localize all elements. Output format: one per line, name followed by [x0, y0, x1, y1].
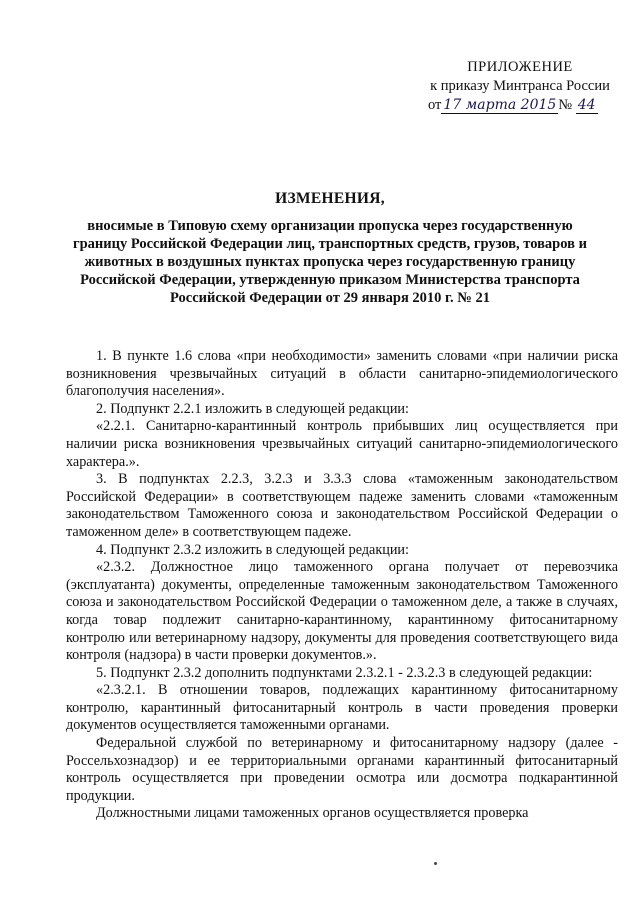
paragraph-4: 3. В подпунктах 2.2.3, 3.2.3 и 3.3.3 слова «таможенным законодательством Российской Федерации» в соответствующем падеже заменить словами «таможенным законодательством Таможенного союза и законодательством Российской Федерации о таможенном деле» в соответствующем падеже. [66, 471, 618, 540]
handwritten-number: 44 [577, 97, 596, 113]
paragraph-2: 2. Подпункт 2.2.1 изложить в следующей редакции: [96, 400, 409, 417]
heading-subtitle: вносимые в Типовую схему организации пропуска через государственную границу Российской Федерации лиц, транспортных средств, грузов, товаров и животных в воздушных пунктах пропуска через государственную границу Российской Федерации, утвержденную приказом Министерства транспорта Российской Федерации от 29 января 2010 г. № 21 [73, 218, 587, 306]
paragraph-9: Федеральной службой по ветеринарному и фитосанитарному надзору (далее - Россельхознадзор) и ее территориальными органами карантинный фитосанитарный контроль осуществляется при проведении осмотра или досмотра подкарантинной продукции. [66, 735, 618, 804]
paragraph-6: «2.3.2. Должностное лицо таможенного органа получает от перевозчика (эксплуатанта) документы, определенные таможенным законодательством Таможенного союза и законодательством Российской Федерации о таможенном деле, а также в случаях, когда товар подлежит санитарно-карантинному, карантинному фитосанитарному контролю или ветеринарному надзору, документы для проведения соответствующего вида контроля (надзора) в части проверки документов.». [66, 559, 618, 664]
appendix-to-order: к приказу Минтранса России [430, 78, 610, 94]
document-body [66, 348, 618, 823]
heading-title: ИЗМЕНЕНИЯ, [275, 190, 385, 207]
paragraph-5: 4. Подпункт 2.3.2 изложить в следующей редакции: [96, 541, 409, 558]
appendix-block [420, 58, 620, 115]
scan-speck [434, 862, 437, 865]
document-heading [60, 190, 600, 307]
appendix-title: ПРИЛОЖЕНИЕ [467, 59, 573, 75]
number-label: № [558, 97, 573, 113]
paragraph-7: 5. Подпункт 2.3.2 дополнить подпунктами 2.3.2.1 - 2.3.2.3 в следующей редакции: [96, 664, 593, 681]
from-label: от [428, 97, 442, 113]
paragraph-1: 1. В пункте 1.6 слова «при необходимости» заменить словами «при наличии риска возникновения чрезвычайных ситуаций в области санитарно-эпидемиологического благополучия населения». [66, 348, 618, 400]
paragraph-8: «2.3.2.1. В отношении товаров, подлежащих карантинному фитосанитарному контролю, карантинный фитосанитарный контроль в части проведения проверки документов осуществляется таможенными органами. [66, 682, 618, 734]
paragraph-10: Должностными лицами таможенных органов осуществляется проверка [96, 805, 529, 822]
order-date-line [420, 96, 620, 115]
handwritten-date: 17 марта 2015 [443, 97, 557, 113]
paragraph-3: «2.2.1. Санитарно-карантинный контроль прибывших лиц осуществляется при наличии риска возникновения чрезвычайных ситуаций санитарно-эпидемиологического характера.». [66, 418, 618, 470]
